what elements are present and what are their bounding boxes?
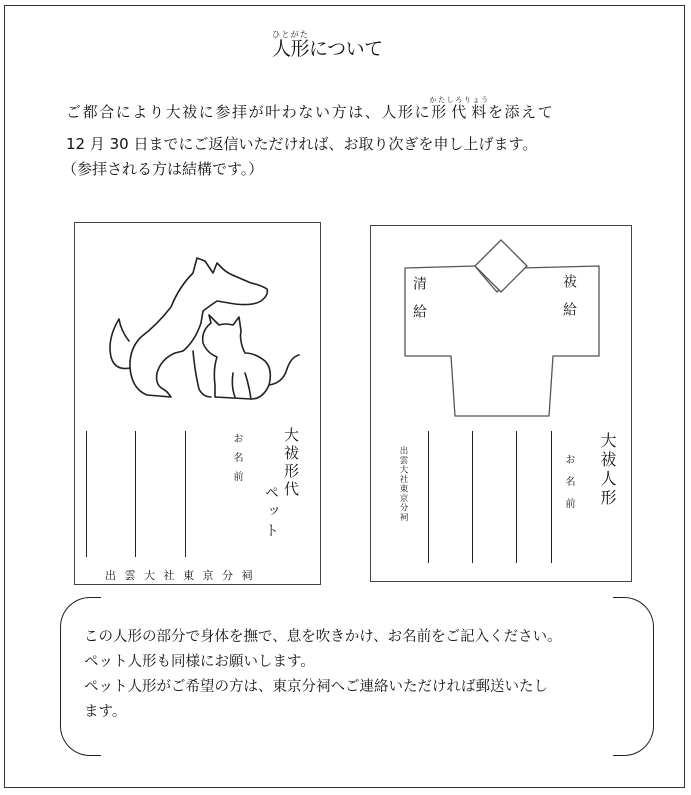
- title-rest: について: [309, 38, 383, 60]
- pet-card-footer: 出雲大社東京分祠: [105, 569, 261, 582]
- name-line: [472, 431, 473, 563]
- notice-box: [60, 597, 654, 754]
- name-line: [516, 431, 517, 563]
- right-sleeve-text: 祓給: [561, 274, 577, 330]
- intro-ruby-base: 形代料: [429, 103, 490, 121]
- intro-line-1-after: を添えて: [487, 103, 555, 121]
- human-hitogata-card: [370, 225, 632, 582]
- pet-name-label: お名前: [231, 433, 242, 490]
- notice-line-2: ペット人形も同様にお願いします。: [84, 654, 315, 670]
- title-ruby: ひとがた: [272, 30, 310, 39]
- human-card-title: 大祓人形: [598, 432, 617, 508]
- intro-ruby: かたしろりょう: [429, 96, 490, 104]
- intro-line-1-before: ご都合により大祓に参拝が叶わない方は、人形に: [66, 103, 432, 121]
- intro-line-1: [66, 96, 554, 122]
- human-card-footer: 出雲大社東京分祠: [398, 446, 408, 522]
- pet-katashiro-card: [74, 222, 321, 585]
- page-title: [272, 30, 383, 61]
- notice-line-4: ます。: [84, 704, 127, 720]
- name-line: [135, 431, 136, 557]
- notice-line-3: ペット人形がご希望の方は、東京分祠へご連絡いただければ郵送いたし: [84, 679, 548, 695]
- dog-and-cat-illustration: [75, 223, 320, 423]
- notice-line-1: この人形の部分で身体を撫で、息を吹きかけ、お名前をご記入ください。: [84, 629, 562, 645]
- notice-body: [84, 625, 644, 725]
- human-name-label: お名前: [563, 454, 574, 520]
- pet-card-subtitle: ペット: [263, 485, 279, 542]
- name-line: [551, 431, 552, 563]
- left-sleeve-text: 清給: [411, 276, 427, 332]
- intro-line-2: 12 月 30 日までにご返信いただければ、お取り次ぎを申し上げます。: [66, 135, 538, 153]
- name-line: [428, 431, 429, 563]
- intro-line-3: （参拝される方は結構です。）: [62, 160, 264, 178]
- name-line: [86, 431, 87, 557]
- title-base: 人形: [272, 38, 310, 60]
- pet-card-title: 大祓形代: [282, 427, 300, 499]
- name-line: [185, 431, 186, 557]
